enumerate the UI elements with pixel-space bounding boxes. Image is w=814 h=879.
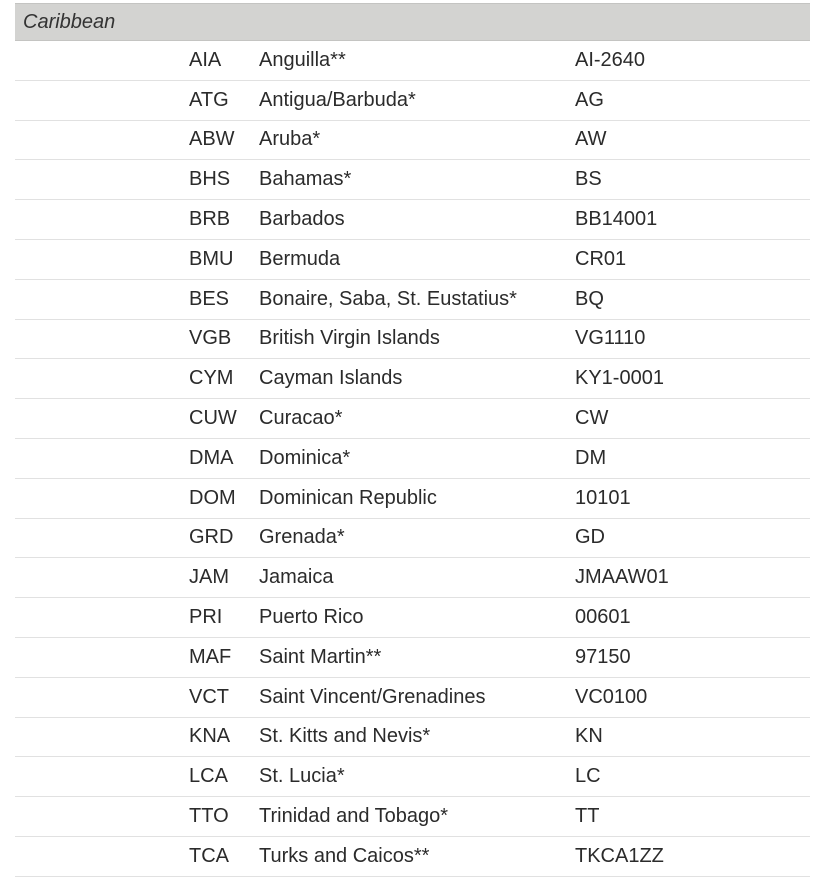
country-code: GRD: [189, 526, 234, 549]
country-code: TCA: [189, 844, 229, 867]
table-row: [15, 678, 810, 718]
country-name: Turks and Caicos**: [259, 844, 430, 867]
postal-code: 97150: [575, 645, 631, 668]
table-row: [15, 160, 810, 200]
country-rows: [15, 41, 810, 877]
table-row: [15, 598, 810, 638]
postal-code: 00601: [575, 606, 631, 629]
table-row: [15, 558, 810, 598]
postal-code: BB14001: [575, 208, 658, 231]
table-row: [15, 718, 810, 758]
region-header: [15, 3, 810, 41]
table-row: [15, 399, 810, 439]
country-code: PRI: [189, 606, 223, 629]
table-row: [15, 200, 810, 240]
postal-code: VG1110: [575, 327, 646, 350]
table-row: [15, 359, 810, 399]
postal-code: KY1-0001: [575, 367, 664, 390]
postal-code: TKCA1ZZ: [575, 844, 664, 867]
country-name: St. Kitts and Nevis*: [259, 725, 431, 748]
country-name: Saint Vincent/Grenadines: [259, 685, 486, 708]
country-name: Grenada*: [259, 526, 345, 549]
country-name: Antigua/Barbuda*: [259, 88, 416, 111]
country-name: Cayman Islands: [259, 367, 403, 390]
table-row: [15, 240, 810, 280]
table-row: [15, 121, 810, 161]
country-name: Saint Martin**: [259, 645, 382, 668]
country-code: VCT: [189, 685, 229, 708]
table-row: [15, 638, 810, 678]
country-name: Jamaica: [259, 566, 334, 589]
country-code: CYM: [189, 367, 234, 390]
country-code: TTO: [189, 805, 229, 828]
postal-code: CW: [575, 407, 609, 430]
country-name: Bonaire, Saba, St. Eustatius*: [259, 287, 517, 310]
country-code: MAF: [189, 645, 232, 668]
country-name: Barbados: [259, 208, 345, 231]
table-row: [15, 479, 810, 519]
country-name: Curacao*: [259, 407, 343, 430]
postal-code: VC0100: [575, 685, 648, 708]
postal-code: BQ: [575, 287, 604, 310]
postal-code: 10101: [575, 486, 631, 509]
country-code: BES: [189, 287, 230, 310]
table-row: [15, 757, 810, 797]
country-name: Dominican Republic: [259, 486, 437, 509]
postal-code: AG: [575, 88, 604, 111]
country-table: [15, 3, 810, 877]
country-name: Bermuda: [259, 247, 341, 270]
country-code: BHS: [189, 168, 231, 191]
postal-code: CR01: [575, 247, 627, 270]
country-name: Trinidad and Tobago*: [259, 805, 449, 828]
country-code: CUW: [189, 407, 237, 430]
table-row: [15, 81, 810, 121]
postal-code: AW: [575, 128, 607, 151]
country-name: Bahamas*: [259, 168, 352, 191]
postal-code: BS: [575, 168, 602, 191]
region-title: Caribbean: [23, 10, 116, 33]
country-code: VGB: [189, 327, 232, 350]
country-code: BMU: [189, 247, 234, 270]
country-code: JAM: [189, 566, 229, 589]
postal-code: JMAAW01: [575, 566, 669, 589]
table-row: [15, 320, 810, 360]
country-code: KNA: [189, 725, 231, 748]
table-row: [15, 797, 810, 837]
postal-code: LC: [575, 765, 601, 788]
country-name: St. Lucia*: [259, 765, 345, 788]
table-row: [15, 837, 810, 877]
postal-code: GD: [575, 526, 605, 549]
country-code: LCA: [189, 765, 228, 788]
table-row: [15, 519, 810, 559]
country-code: AIA: [189, 48, 222, 71]
postal-code: DM: [575, 446, 607, 469]
country-name: British Virgin Islands: [259, 327, 440, 350]
postal-code: KN: [575, 725, 603, 748]
country-code: BRB: [189, 208, 231, 231]
country-code: DMA: [189, 446, 234, 469]
country-name: Aruba*: [259, 128, 321, 151]
country-name: Puerto Rico: [259, 606, 364, 629]
postal-code: TT: [575, 805, 600, 828]
table-row: [15, 280, 810, 320]
country-name: Dominica*: [259, 446, 351, 469]
country-code: ATG: [189, 88, 229, 111]
country-code: DOM: [189, 486, 236, 509]
table-row: [15, 439, 810, 479]
table-row: [15, 41, 810, 81]
country-name: Anguilla**: [259, 48, 346, 71]
postal-code: AI-2640: [575, 48, 646, 71]
country-code: ABW: [189, 128, 235, 151]
